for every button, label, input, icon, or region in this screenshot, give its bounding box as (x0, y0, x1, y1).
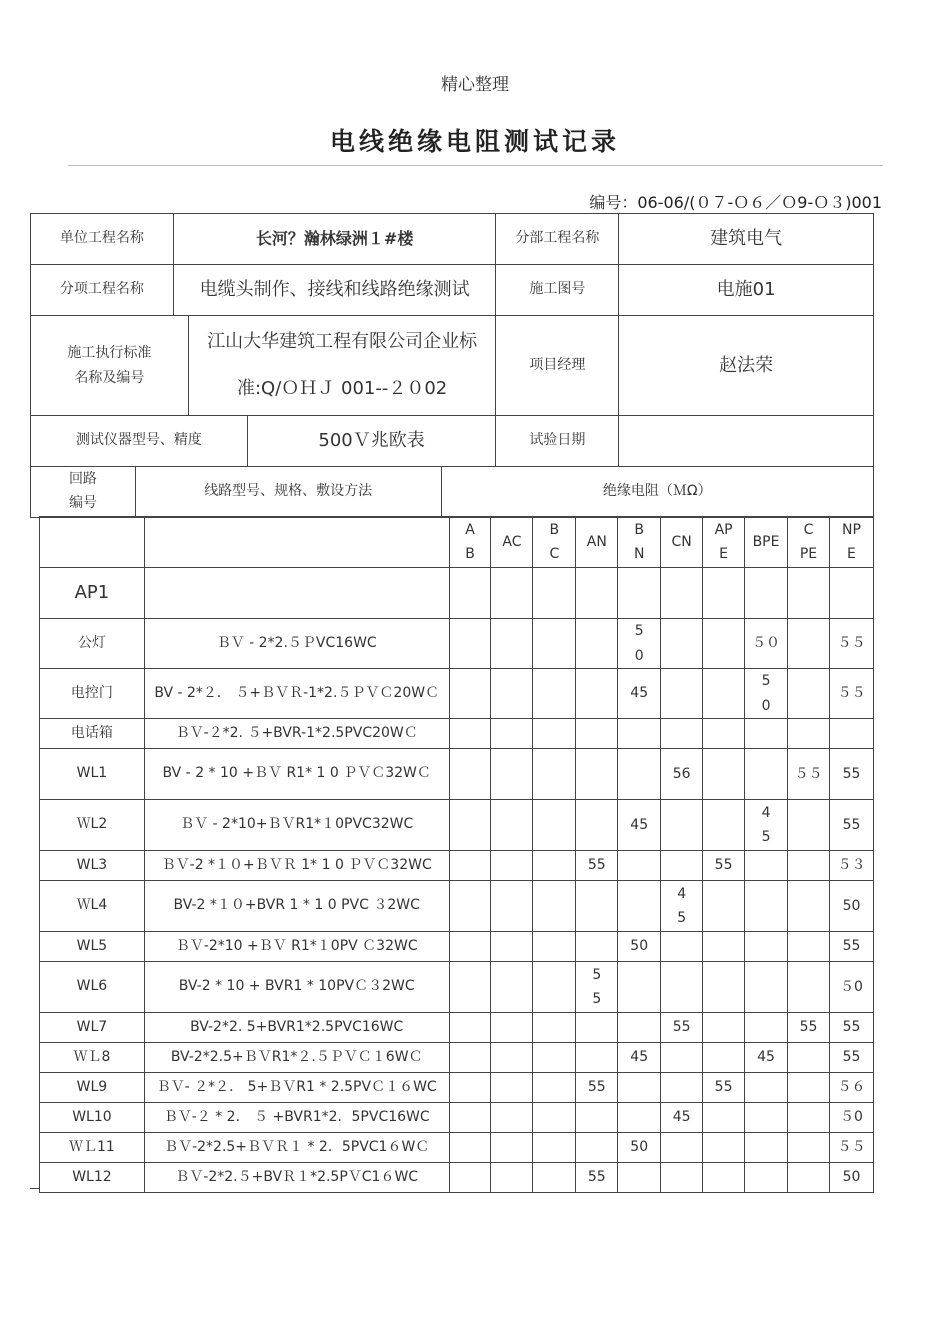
resistance-value (661, 719, 703, 749)
insulation-header: 绝缘电阻（ＭΩ） (441, 467, 874, 518)
column-header-line1: C (803, 521, 814, 538)
resistance-value (576, 749, 618, 800)
resistance-value: ５３ (829, 851, 873, 881)
circuit-code: 电话箱 (40, 719, 145, 749)
resistance-value (788, 1103, 830, 1133)
unit-project-value: 长河？瀚林绿洲１#楼 (173, 214, 496, 265)
table-row (40, 881, 874, 932)
resistance-value (661, 1073, 703, 1103)
resistance-value (491, 881, 533, 932)
table-row (40, 1133, 874, 1163)
resistance-value: 55 (576, 1163, 618, 1193)
resistance-value (745, 568, 788, 619)
resistance-value (703, 568, 745, 619)
resistance-value (661, 568, 703, 619)
sub-project-label: 分部工程名称 (496, 214, 619, 265)
column-header-line2: B (465, 546, 475, 562)
resistance-value (745, 749, 788, 800)
resistance-value: 56 (661, 749, 703, 800)
resistance-value (661, 851, 703, 881)
circuit-spec: ＢＶ- ２*２． 5+ＢＶR1 * 2.5PVＣ１６WC (144, 1073, 449, 1103)
resistance-value (449, 749, 491, 800)
circuit-code: AP1 (40, 568, 145, 619)
resistance-value: 55 (703, 851, 745, 881)
resistance-value (533, 962, 576, 1013)
column-header-line1: NP (842, 521, 861, 538)
resistance-value (533, 1043, 576, 1073)
resistance-value: 55 (829, 749, 873, 800)
column-header-line1: AN (586, 533, 607, 550)
resistance-value (618, 851, 661, 881)
circuit-spec: BV-2*2. 5+BVR1*2.5PVC16WC (144, 1013, 449, 1043)
resistance-value: ５0 (829, 962, 873, 1013)
resistance-value (618, 881, 661, 932)
resistance-value (703, 962, 745, 1013)
resistance-value (491, 719, 533, 749)
resistance-value (745, 932, 788, 962)
resistance-value: 45 (745, 1043, 788, 1073)
resistance-value (449, 881, 491, 932)
column-header-4 (618, 517, 661, 568)
resistance-value (491, 568, 533, 619)
drawing-value: 电施01 (619, 265, 874, 316)
resistance-value (533, 1103, 576, 1133)
circuit-spec: ＢＶ-2*10 +ＢＶ R1*１0PV Ｃ32WC (144, 932, 449, 962)
column-header-1 (491, 517, 533, 568)
resistance-value (703, 1013, 745, 1043)
column-header-6 (703, 517, 745, 568)
resistance-value (745, 1133, 788, 1163)
page-title: 电线绝缘电阻测试记录 (329, 127, 620, 156)
manager-label: 项目经理 (496, 316, 619, 416)
circuit-code: ＷＬ11 (40, 1133, 145, 1163)
circuit-spec: BV - 2*２． ５+ＢＶＲ-1*2.５ＰＶＣ20WＣ (144, 669, 449, 719)
resistance-value (703, 1103, 745, 1133)
standard-label (31, 316, 189, 416)
column-header-line2: E (719, 546, 729, 562)
resistance-value: 50 (618, 1133, 661, 1163)
resistance-value (449, 962, 491, 1013)
resistance-value: 55 (829, 1043, 873, 1073)
circuit-number-header-line1: 回路 (68, 471, 97, 488)
resistance-value (788, 1073, 830, 1103)
resistance-value (703, 932, 745, 962)
resistance-value (533, 1073, 576, 1103)
column-header-line1: A (465, 521, 475, 538)
resistance-value (745, 1163, 788, 1193)
circuit-code: WL9 (40, 1073, 145, 1103)
resistance-value: 45 (618, 669, 661, 719)
resistance-value (745, 719, 788, 749)
resistance-value (491, 749, 533, 800)
resistance-value (703, 719, 745, 749)
resistance-value (449, 932, 491, 962)
resistance-value (491, 800, 533, 851)
resistance-value (533, 669, 576, 719)
circuit-code: WL3 (40, 851, 145, 881)
resistance-value: ５５ (788, 749, 830, 800)
resistance-value (703, 1043, 745, 1073)
resistance-value (449, 669, 491, 719)
column-header-line2: C (549, 546, 560, 562)
resistance-value (576, 568, 618, 619)
column-header-8 (788, 517, 830, 568)
column-header-line1: B (549, 521, 560, 538)
resistance-value (533, 1133, 576, 1163)
resistance-value (618, 1163, 661, 1193)
circuit-number-header (31, 467, 136, 518)
column-header-5 (661, 517, 703, 568)
table-row (40, 1013, 874, 1043)
resistance-value (491, 851, 533, 881)
resistance-value: ５５ (829, 619, 873, 669)
resistance-value (745, 1013, 788, 1043)
blank-spec-header (144, 517, 449, 568)
circuit-code: WL1 (40, 749, 145, 800)
table-edge-stub (30, 1188, 40, 1189)
circuit-spec: ＢＶ - 2*2.５ＰVC16WC (144, 619, 449, 669)
table-row (40, 619, 874, 669)
resistance-value (788, 851, 830, 881)
circuit-spec: BV-2 *１０+BVR 1 * 1 0 PVC ３2WC (144, 881, 449, 932)
resistance-value: 55 (703, 1073, 745, 1103)
project-info-table (30, 213, 874, 467)
column-header-line1: CN (671, 533, 692, 550)
table-row (40, 800, 874, 851)
column-header-line1: BPE (752, 533, 780, 550)
resistance-value: ５５ (829, 669, 873, 719)
resistance-value (661, 1133, 703, 1163)
resistance-value: 55 (829, 1013, 873, 1043)
table-row (40, 1163, 874, 1193)
table-row (40, 1073, 874, 1103)
resistance-value: 4 5 (661, 881, 703, 932)
resistance-value (576, 619, 618, 669)
standard-label-line2: 名称及编号 (74, 369, 145, 386)
circuit-spec: BV - 2 * 10 +ＢＶ R1* 1 0 ＰＶＣ32WＣ (144, 749, 449, 800)
circuit-code: 电控门 (40, 669, 145, 719)
resistance-value (449, 800, 491, 851)
resistance-value (703, 619, 745, 669)
resistance-value: 5 0 (745, 669, 788, 719)
resistance-value (449, 719, 491, 749)
resistance-value (661, 962, 703, 1013)
circuit-spec: ＢＶ - 2*10+ＢＶR1*１0PVC32WC (144, 800, 449, 851)
standard-value-line2: 准:Q/ＯＨＪ 001--２０02 (236, 377, 448, 399)
header-note: 精心整理 (441, 75, 509, 95)
resistance-value (449, 1073, 491, 1103)
resistance-value (703, 800, 745, 851)
standard-value-line1: 江山大华建筑工程有限公司企业标 (207, 330, 478, 352)
table-row (40, 719, 874, 749)
resistance-value (533, 800, 576, 851)
table-row (40, 932, 874, 962)
resistance-value (745, 851, 788, 881)
resistance-value (576, 1043, 618, 1073)
resistance-value (788, 568, 830, 619)
resistance-value (618, 749, 661, 800)
resistance-value (576, 932, 618, 962)
circuit-code: ＷＬ8 (40, 1043, 145, 1073)
circuit-code: WL7 (40, 1013, 145, 1043)
resistance-value (576, 1133, 618, 1163)
resistance-value (491, 1103, 533, 1133)
resistance-value: 5 0 (618, 619, 661, 669)
resistance-value (745, 1073, 788, 1103)
resistance-value: 50 (829, 1163, 873, 1193)
resistance-value (576, 881, 618, 932)
circuit-code: WL5 (40, 932, 145, 962)
resistance-value (533, 1013, 576, 1043)
table-row (40, 568, 874, 619)
resistance-value (491, 1073, 533, 1103)
resistance-value: 55 (661, 1013, 703, 1043)
table-row (40, 962, 874, 1013)
resistance-value (618, 719, 661, 749)
resistance-value (829, 719, 873, 749)
resistance-value: 55 (788, 1013, 830, 1043)
resistance-value (661, 619, 703, 669)
resistance-value (788, 1163, 830, 1193)
circuit-code: ＷL2 (40, 800, 145, 851)
title-divider (68, 165, 883, 166)
column-header-7 (745, 517, 788, 568)
resistance-value: 55 (576, 1073, 618, 1103)
circuit-number-header-line2: 编号 (68, 495, 97, 511)
resistance-value (703, 1163, 745, 1193)
resistance-value (449, 1163, 491, 1193)
resistance-value (618, 962, 661, 1013)
column-header-9 (829, 517, 873, 568)
column-header-line2: PE (799, 546, 818, 562)
resistance-value: ５０ (745, 619, 788, 669)
resistance-value (491, 1163, 533, 1193)
resistance-value: 45 (661, 1103, 703, 1133)
resistance-value (449, 1103, 491, 1133)
standard-value (188, 316, 496, 416)
column-header-line1: AC (502, 533, 522, 550)
resistance-value (533, 881, 576, 932)
resistance-value: 50 (829, 881, 873, 932)
resistance-value: 55 (829, 800, 873, 851)
table-row (40, 851, 874, 881)
instrument-value: 500Ｖ兆欧表 (247, 416, 496, 467)
resistance-value (449, 619, 491, 669)
test-date-value (619, 416, 874, 467)
resistance-value (661, 669, 703, 719)
resistance-value (491, 932, 533, 962)
circuit-spec: ＢＶ-2 *１０+ＢＶＲ 1* 1 0 ＰＶＣ32WC (144, 851, 449, 881)
table-row (40, 1043, 874, 1073)
resistance-value (745, 962, 788, 1013)
circuit-spec: ＢＶ-2*2.５+BVＲ１*2.5PＶC1６WC (144, 1163, 449, 1193)
resistance-value (449, 1133, 491, 1163)
item-project-label: 分项工程名称 (31, 265, 174, 316)
table-row (40, 1103, 874, 1133)
resistance-value (618, 568, 661, 619)
line-spec-header: 线路型号、规格、敷设方法 (135, 467, 441, 518)
resistance-value (449, 568, 491, 619)
circuit-spec: ＢＶ-2*2.5+ＢＶＲ１ * 2．5PVC1６WＣ (144, 1133, 449, 1163)
resistance-value: ５0 (829, 1103, 873, 1133)
item-project-value: 电缆头制作、接线和线路绝缘测试 (173, 265, 496, 316)
insulation-data-table (39, 516, 874, 1193)
resistance-value (745, 1103, 788, 1133)
resistance-value (703, 881, 745, 932)
resistance-value (788, 619, 830, 669)
resistance-value: ５５ (829, 1133, 873, 1163)
table-row (40, 749, 874, 800)
column-header-row (40, 517, 874, 568)
circuit-code: WL10 (40, 1103, 145, 1133)
column-header-2 (533, 517, 576, 568)
resistance-value (491, 1043, 533, 1073)
column-header-line2: N (633, 546, 645, 562)
column-header-line2: E (847, 546, 856, 562)
circuit-spec: ＢＶ-２*2. ５+BVR-1*2.5PVC20WＣ (144, 719, 449, 749)
circuit-spec: BV-2 * 10 + BVR1 * 10PVＣ３2WC (144, 962, 449, 1013)
resistance-value (703, 749, 745, 800)
column-header-3 (576, 517, 618, 568)
resistance-value (788, 1133, 830, 1163)
resistance-value (661, 1163, 703, 1193)
resistance-value (661, 1043, 703, 1073)
resistance-value (449, 851, 491, 881)
table-row (40, 669, 874, 719)
resistance-value (449, 1043, 491, 1073)
measurement-header-table (30, 466, 874, 518)
instrument-label: 测试仪器型号、精度 (31, 416, 248, 467)
resistance-value (703, 1133, 745, 1163)
resistance-value: 45 (618, 1043, 661, 1073)
column-header-0 (449, 517, 491, 568)
resistance-value (618, 1013, 661, 1043)
resistance-value: 55 (576, 851, 618, 881)
resistance-value (788, 932, 830, 962)
resistance-value (788, 800, 830, 851)
resistance-value (829, 568, 873, 619)
resistance-value (491, 1133, 533, 1163)
resistance-value (449, 1013, 491, 1043)
resistance-value (788, 962, 830, 1013)
resistance-value (788, 1043, 830, 1073)
resistance-value (491, 1013, 533, 1043)
resistance-value (533, 1163, 576, 1193)
resistance-value: 4 5 (745, 800, 788, 851)
resistance-value (788, 669, 830, 719)
standard-label-line1: 施工执行标准 (67, 345, 152, 361)
resistance-value: 55 (829, 932, 873, 962)
resistance-value (788, 881, 830, 932)
resistance-value (533, 568, 576, 619)
blank-code-header (40, 517, 145, 568)
resistance-value: 50 (618, 932, 661, 962)
column-header-line1: AP (714, 521, 733, 538)
resistance-value: 5 5 (576, 962, 618, 1013)
circuit-code: ＷL4 (40, 881, 145, 932)
resistance-value (533, 749, 576, 800)
resistance-value (533, 851, 576, 881)
resistance-value (703, 669, 745, 719)
resistance-value (788, 719, 830, 749)
resistance-value (661, 800, 703, 851)
drawing-label: 施工图号 (496, 265, 619, 316)
resistance-value (576, 1013, 618, 1043)
circuit-spec: ＢＶ-２ * 2． ５ +BVR1*2．5PVC16WC (144, 1103, 449, 1133)
test-date-label: 试验日期 (496, 416, 619, 467)
resistance-value (491, 962, 533, 1013)
resistance-value (618, 1103, 661, 1133)
manager-value: 赵法荣 (619, 316, 874, 416)
document-number: 编号：06-06/(０７-Ｏ６／Ｏ9-Ｏ３)001 (589, 193, 882, 212)
column-header-line1: B (634, 521, 645, 538)
resistance-value (576, 719, 618, 749)
circuit-code: WL12 (40, 1163, 145, 1193)
circuit-spec: BV-2*2.5+ＢＶR1*２.５ＰＶＣ１6WＣ (144, 1043, 449, 1073)
resistance-value (491, 669, 533, 719)
circuit-code: 公灯 (40, 619, 145, 669)
resistance-value: 45 (618, 800, 661, 851)
resistance-value (576, 669, 618, 719)
resistance-value (745, 881, 788, 932)
resistance-value (533, 619, 576, 669)
resistance-value (576, 1103, 618, 1133)
sub-project-value: 建筑电气 (619, 214, 874, 265)
resistance-value (576, 800, 618, 851)
resistance-value (491, 619, 533, 669)
resistance-value: ５６ (829, 1073, 873, 1103)
resistance-value (661, 932, 703, 962)
unit-project-label: 单位工程名称 (31, 214, 174, 265)
circuit-code: WL6 (40, 962, 145, 1013)
resistance-value (533, 719, 576, 749)
circuit-spec (144, 568, 449, 619)
resistance-value (533, 932, 576, 962)
resistance-value (618, 1073, 661, 1103)
